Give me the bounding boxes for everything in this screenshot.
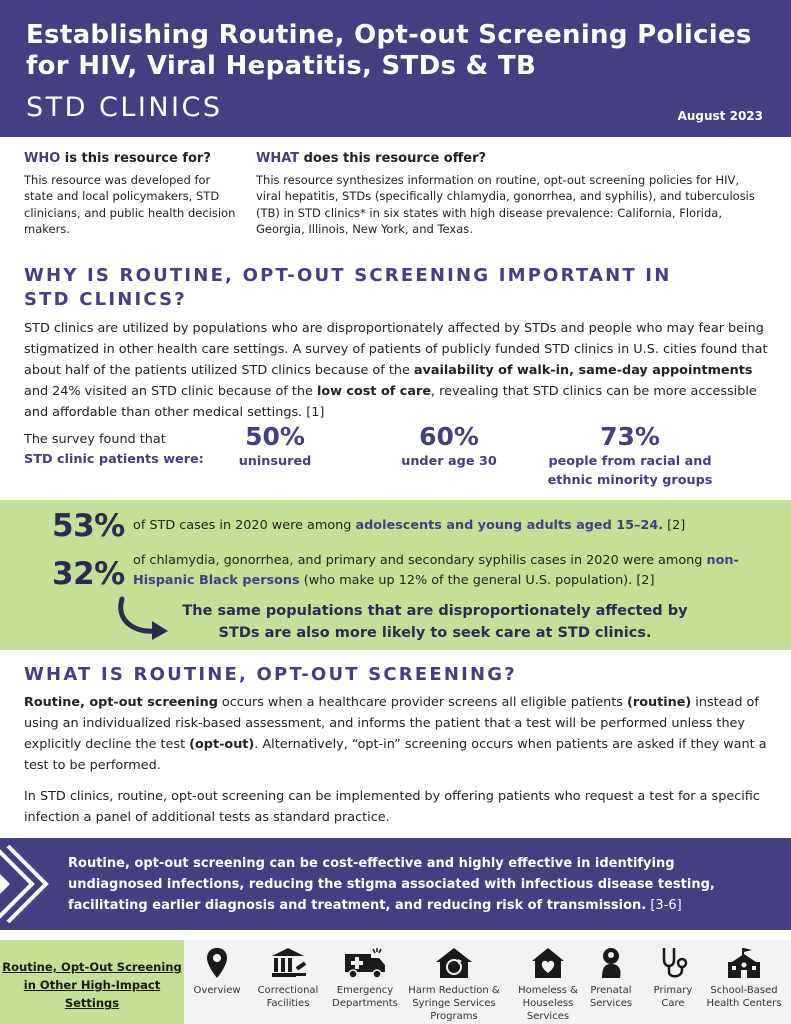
stat-uninsured: 50% uninsured: [238, 422, 312, 469]
house-heart-icon: [530, 946, 566, 980]
why-paragraph: STD clinics are utilized by populations who are disproportionately affected by STDs and people who may fear being stigmatized in other health care settings. A survey of patients of publicly funded STD clinics in U.S. cities found that about half of the patients utilized STD clinics because of the availability of walk-in, same-day appointments and 24% visited an STD clinic because of the low cost of care, revealing that STD clinics can be more accessible and affordable than other medical settings. [1]: [24, 321, 768, 420]
other-settings-link[interactable]: Routine, Opt-Out Screening in Other High-Impact Settings: [2, 960, 182, 1010]
curved-arrow-icon: [112, 595, 174, 641]
nav-overview[interactable]: Overview: [190, 946, 244, 997]
settings-nav-label-box: [0, 940, 184, 1024]
what-heading: WHAT does this resource offer?: [256, 151, 487, 166]
nav-homeless-services[interactable]: Homeless & Houseless Services: [509, 946, 587, 1023]
nav-emergency-departments[interactable]: Emergency Departments: [330, 946, 400, 1010]
publication-date: August 2023: [677, 109, 763, 123]
who-heading: WHO is this resource for?: [24, 151, 211, 166]
key-message-banner: [0, 838, 791, 930]
who-section: [24, 151, 239, 238]
nav-prenatal-services[interactable]: Prenatal Services: [588, 946, 634, 1010]
why-heading: WHY IS ROUTINE, OPT-OUT SCREENING IMPORTANT IN STD CLINICS?: [24, 265, 672, 310]
nav-primary-care[interactable]: Primary Care: [648, 946, 698, 1010]
fact2-percent: 32%: [52, 556, 125, 592]
what-is-paragraph-1: Routine, opt-out screening occurs when a healthcare provider screens all eligible patients (routine) instead of using an individualized risk-based assessment, and informs the patient that a test will be performed unless they explicitly decline the test (opt-out). Alternatively, “opt-in” screening occurs when patients are asked if they want a test to be performed.: [24, 695, 767, 773]
nav-school-health-centers[interactable]: School-Based Health Centers: [702, 946, 786, 1010]
callout-text: The same populations that are disproportionately affected by STDs are also more likely to seek care at STD clinics.: [182, 603, 688, 641]
nav-correctional-facilities[interactable]: Correctional Facilities: [252, 946, 324, 1010]
fact2-text: of chlamydia, gonorrhea, and primary and secondary syphilis cases in 2020 were among non-Hispanic Black persons (who make up 12% of the general U.S. population). [2]: [133, 553, 739, 588]
fact1-percent: 53%: [52, 508, 125, 544]
what-is-paragraph-2: In STD clinics, routine, opt-out screening can be implemented by offering patients who request a test for a specific infection a panel of additional tests as standard practice.: [24, 789, 760, 825]
what-text: This resource synthesizes information on routine, opt-out screening policies for HIV, viral hepatitis, STDs (specifically chlamydia, gonorrhea, and syphilis), and tuberculosis (TB) in STD clinics* in six states with high disease prevalence: California, Florida, Georgia, Illinois, New York, and Texas.: [256, 172, 755, 236]
what-section: [256, 151, 766, 238]
ambulance-icon: [343, 946, 387, 980]
stethoscope-icon: [658, 946, 688, 980]
nav-harm-reduction[interactable]: Harm Reduction & Syringe Services Programs: [406, 946, 502, 1023]
school-icon: [726, 946, 762, 980]
courthouse-icon: [268, 946, 308, 980]
page-subtitle: STD CLINICS: [26, 92, 223, 123]
what-is-heading: WHAT IS ROUTINE, OPT-OUT SCREENING?: [24, 664, 517, 685]
who-text: This resource was developed for state and local policymakers, STD clinicians, and public health decision makers.: [24, 172, 236, 236]
banner-text: Routine, opt-out screening can be cost-effective and highly effective in identifying undiagnosed infections, reducing the stigma associated with infectious disease testing, facilitating earlier diagnosis and treatment, and reducing risk of transmission. [3-6]: [68, 856, 715, 913]
fact1-text: of STD cases in 2020 were among adolescents and young adults aged 15–24. [2]: [133, 518, 686, 533]
settings-nav: [0, 940, 791, 1024]
house-recycle-icon: [434, 946, 474, 980]
chevron-decoration-icon: [0, 838, 60, 930]
page-title: Establishing Routine, Opt-out Screening Policies for HIV, Viral Hepatitis, STDs & TB: [26, 20, 752, 81]
survey-label: The survey found that STD clinic patients were:: [24, 432, 204, 467]
header-banner: [0, 0, 791, 137]
stat-under-30: 60% under age 30: [401, 422, 497, 469]
map-pin-icon: [205, 946, 229, 980]
stat-minority: 73% people from racial and ethnic minority groups: [547, 422, 713, 488]
pregnant-icon: [596, 946, 626, 980]
